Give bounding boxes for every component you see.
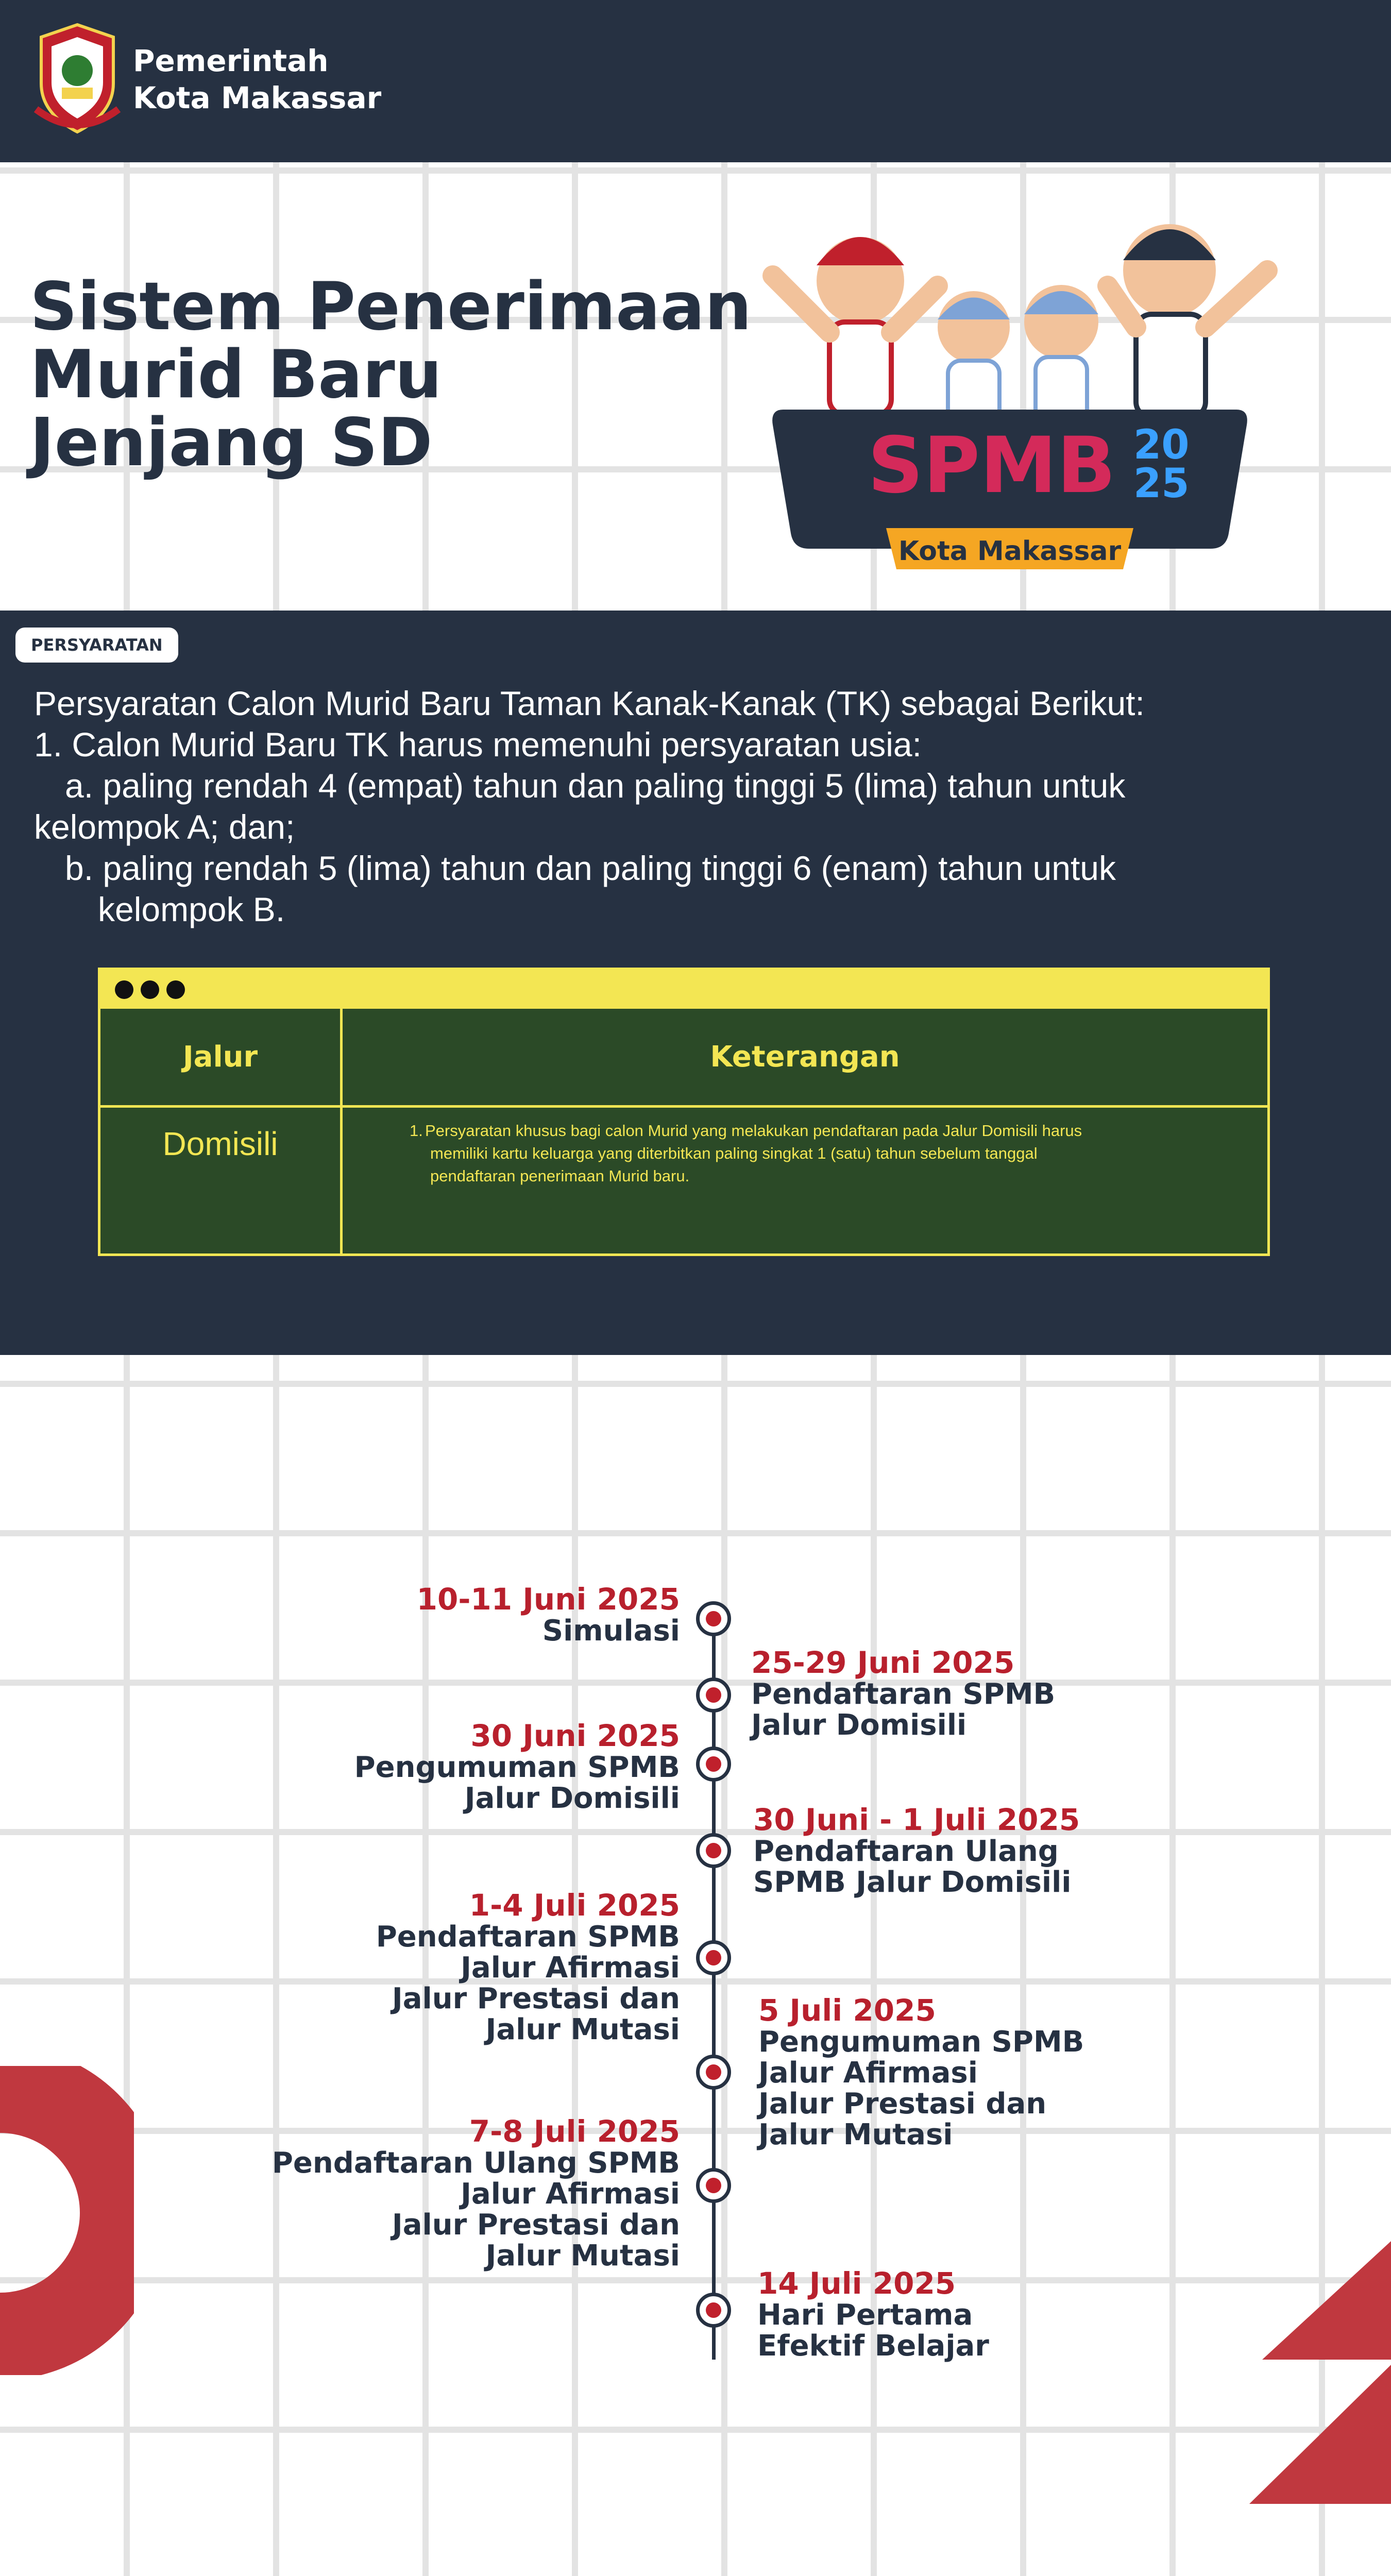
requirements-point1b-line1: b. paling rendah 5 (lima) tahun dan paling tinggi 6 (enam) tahun untuk bbox=[65, 849, 1116, 887]
timeline-event bbox=[753, 1803, 1371, 1898]
badge-year-top: 20 bbox=[1133, 422, 1190, 468]
event-date: 10-11 Juni 2025 bbox=[416, 1582, 680, 1617]
event-date: 7-8 Juli 2025 bbox=[469, 2114, 680, 2149]
event-date: 25-29 Juni 2025 bbox=[751, 1645, 1015, 1680]
spmb-mascot-illustration bbox=[752, 178, 1309, 580]
keterangan-line2: memiliki kartu keluarga yang diterbitkan paling singkat 1 (satu) tahun sebelum tanggal bbox=[430, 1144, 1038, 1162]
title-line1: Sistem Penerimaan bbox=[30, 268, 752, 345]
timeline-marker-icon bbox=[696, 2293, 731, 2328]
event-description: Pengumuman SPMB Jalur Domisili bbox=[354, 1751, 680, 1815]
event-description: Hari Pertama Efektif Belajar bbox=[757, 2298, 989, 2363]
table-divider bbox=[100, 1105, 1267, 1108]
makassar-coat-of-arms-icon bbox=[31, 22, 124, 138]
gov-name-line2: Kota Makassar bbox=[133, 80, 382, 115]
table-header-jalur: Jalur bbox=[182, 1040, 258, 1074]
timeline-marker-icon bbox=[696, 2168, 731, 2203]
kid-icon bbox=[773, 237, 938, 415]
badge-year-bottom: 25 bbox=[1133, 461, 1190, 507]
government-name bbox=[133, 42, 381, 116]
badge-city: Kota Makassar bbox=[898, 536, 1122, 567]
timeline-marker-icon bbox=[696, 2055, 731, 2090]
timeline-marker-icon bbox=[696, 1833, 731, 1868]
title-line2: Murid Baru bbox=[30, 336, 442, 413]
requirements-table bbox=[98, 968, 1270, 1256]
timeline-axis bbox=[712, 1607, 716, 2360]
gov-name-line1: Pemerintah bbox=[133, 43, 329, 78]
table-header-keterangan: Keterangan bbox=[710, 1040, 900, 1074]
window-dot-icon bbox=[141, 980, 159, 999]
keterangan-line1: Persyaratan khusus bagi calon Murid yang melakukan pendaftaran pada Jalur Domisili harus bbox=[425, 1122, 1082, 1140]
keterangan-line3: pendaftaran penerimaan Murid baru. bbox=[430, 1167, 690, 1185]
event-description: Pengumuman SPMB Jalur Afirmasi Jalur Prestasi dan Jalur Mutasi bbox=[758, 2025, 1084, 2151]
timeline-event bbox=[62, 1889, 680, 2045]
timeline-event bbox=[10, 2115, 680, 2272]
event-date: 30 Juni 2025 bbox=[470, 1718, 680, 1753]
timeline-marker-icon bbox=[696, 1747, 731, 1782]
requirements-text bbox=[34, 683, 1312, 930]
table-window-bar bbox=[100, 970, 1267, 1009]
event-description: Pendaftaran Ulang SPMB Jalur Afirmasi Jalur Prestasi dan Jalur Mutasi bbox=[272, 2146, 680, 2273]
event-date: 30 Juni - 1 Juli 2025 bbox=[753, 1802, 1080, 1837]
badge-brand: SPMB bbox=[868, 421, 1116, 511]
timeline-marker-icon bbox=[696, 1601, 731, 1636]
kid-icon bbox=[1108, 224, 1267, 417]
timeline-event bbox=[62, 1719, 680, 1814]
requirements-intro: Persyaratan Calon Murid Baru Taman Kanak-Kanak (TK) sebagai Berikut: bbox=[34, 684, 1145, 722]
timeline-marker-icon bbox=[696, 1940, 731, 1975]
requirements-point1a-line2: kelompok A; dan; bbox=[34, 808, 295, 846]
title-line3: Jenjang SD bbox=[30, 404, 433, 481]
requirements-point1b-line2: kelompok B. bbox=[98, 890, 285, 928]
window-dot-icon bbox=[166, 980, 185, 999]
timeline-event bbox=[758, 1994, 1377, 2150]
list-number: 1. bbox=[410, 1122, 423, 1140]
event-date: 1-4 Juli 2025 bbox=[469, 1888, 680, 1923]
requirements-tag: PERSYARATAN bbox=[15, 628, 178, 663]
table-cell-keterangan bbox=[410, 1120, 1234, 1188]
event-description: Pendaftaran Ulang SPMB Jalur Domisili bbox=[753, 1835, 1072, 1899]
requirements-point1a-line1: a. paling rendah 4 (empat) tahun dan paling tinggi 5 (lima) tahun untuk bbox=[65, 767, 1126, 805]
timeline-marker-icon bbox=[696, 1677, 731, 1713]
requirements-point1: 1. Calon Murid Baru TK harus memenuhi persyaratan usia: bbox=[34, 725, 922, 764]
event-description: Pendaftaran SPMB Jalur Afirmasi Jalur Prestasi dan Jalur Mutasi bbox=[376, 1920, 680, 2046]
event-description: Simulasi bbox=[542, 1614, 680, 1648]
event-description: Pendaftaran SPMB Jalur Domisili bbox=[751, 1677, 1056, 1742]
page-title bbox=[30, 268, 772, 481]
event-date: 5 Juli 2025 bbox=[758, 1993, 936, 2028]
timeline-event bbox=[62, 1583, 680, 1647]
window-dot-icon bbox=[115, 980, 133, 999]
timeline-event bbox=[757, 2267, 1376, 2362]
event-date: 14 Juli 2025 bbox=[757, 2266, 956, 2301]
table-cell-jalur: Domisili bbox=[162, 1125, 278, 1162]
timeline-event bbox=[751, 1646, 1369, 1741]
